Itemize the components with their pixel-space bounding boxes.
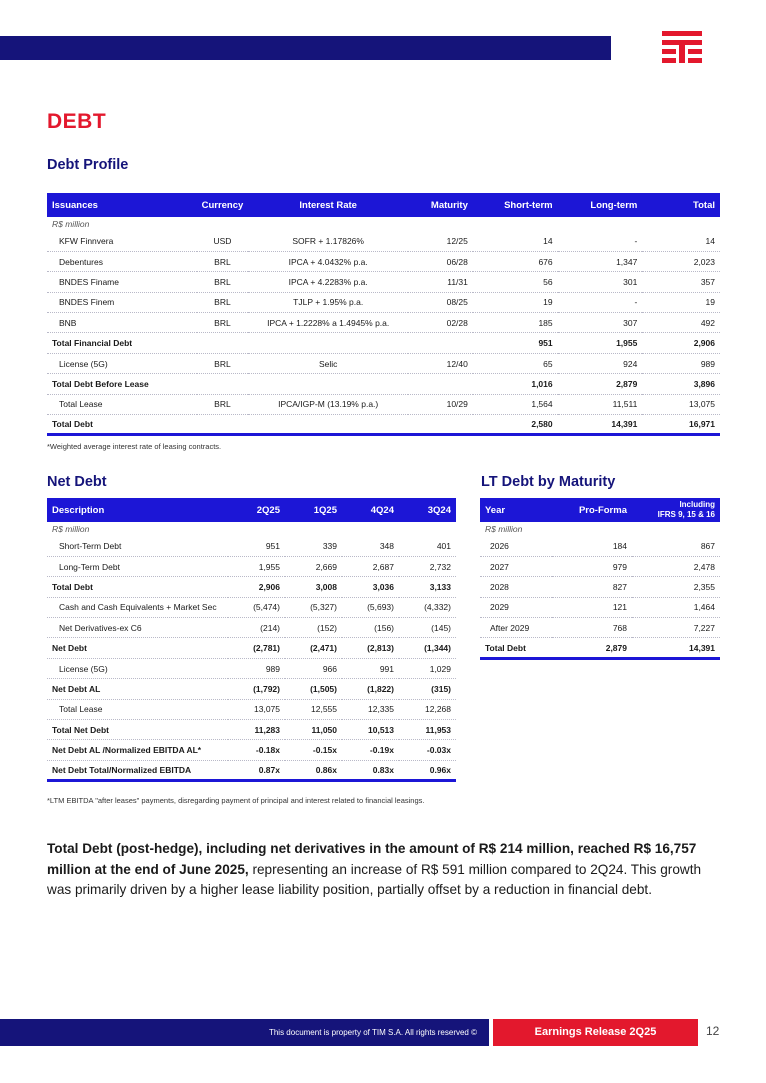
value-cell: 3,036	[342, 577, 399, 597]
col-year: Year	[480, 498, 552, 522]
col-long-term: Long-term	[558, 193, 643, 217]
value-cell: 991	[342, 658, 399, 678]
section-title: DEBT	[47, 110, 107, 133]
interest-rate-cell: SOFR + 1.17826%	[248, 231, 408, 251]
value-cell: 2,687	[342, 556, 399, 576]
value-cell: 2,732	[399, 556, 456, 576]
col-maturity: Maturity	[408, 193, 473, 217]
table-row	[47, 760, 456, 780]
year-cell: Total Debt	[480, 638, 552, 658]
row-label: Net Debt Total/Normalized EBITDA	[47, 760, 228, 780]
header-bar	[0, 36, 611, 60]
value-cell: 0.87x	[228, 760, 285, 780]
col-total: Total	[642, 193, 720, 217]
currency-cell: USD	[197, 231, 249, 251]
short-term-cell: 65	[473, 353, 558, 373]
long-term-cell: 14,391	[558, 415, 643, 435]
interest-rate-cell	[248, 415, 408, 435]
col-including-ifrs: Including IFRS 9, 15 & 16	[632, 498, 720, 522]
table-row	[47, 720, 456, 740]
row-label: BNB	[47, 313, 197, 333]
total-cell: 492	[642, 313, 720, 333]
unit-label: R$ million	[52, 219, 90, 229]
page-number: 12	[706, 1024, 720, 1038]
currency-cell: BRL	[197, 353, 249, 373]
value-cell: -0.15x	[285, 740, 342, 760]
value-cell: (1,344)	[399, 638, 456, 658]
summary-bold-text: Total Debt (post-hedge), including net derivatives in the amount of R$ 214 million, reached R$ 16,757 million at the end of June 2025,	[47, 841, 697, 877]
lt-debt-table	[480, 498, 720, 660]
ifrs-cell: 867	[632, 536, 720, 556]
table-row	[47, 292, 720, 312]
table-row	[47, 638, 456, 658]
pro-forma-cell: 184	[552, 536, 632, 556]
short-term-cell: 951	[473, 333, 558, 353]
row-label: Total Net Debt	[47, 720, 228, 740]
row-label: Net Debt AL	[47, 679, 228, 699]
value-cell: 13,075	[228, 699, 285, 719]
value-cell: (2,781)	[228, 638, 285, 658]
value-cell: (1,822)	[342, 679, 399, 699]
ifrs-cell: 1,464	[632, 597, 720, 617]
long-term-cell: -	[558, 231, 643, 251]
value-cell: 401	[399, 536, 456, 556]
short-term-cell: 19	[473, 292, 558, 312]
year-cell: 2029	[480, 597, 552, 617]
value-cell: (1,792)	[228, 679, 285, 699]
currency-cell: BRL	[197, 394, 249, 414]
long-term-cell: 2,879	[558, 374, 643, 394]
value-cell: 2,906	[228, 577, 285, 597]
value-cell: (156)	[342, 618, 399, 638]
net-debt-heading: Net Debt	[47, 474, 107, 490]
table-row	[480, 577, 720, 597]
col-3q24: 3Q24	[399, 498, 456, 522]
short-term-cell: 676	[473, 251, 558, 271]
maturity-cell: 06/28	[408, 251, 473, 271]
value-cell: 11,953	[399, 720, 456, 740]
col-interest-rate: Interest Rate	[248, 193, 408, 217]
currency-cell: BRL	[197, 272, 249, 292]
total-cell: 19	[642, 292, 720, 312]
table-row	[47, 679, 456, 699]
footer-copyright: This document is property of TIM S.A. All rights reserved ©	[268, 1028, 477, 1037]
value-cell: (152)	[285, 618, 342, 638]
value-cell: 1,029	[399, 658, 456, 678]
year-cell: 2028	[480, 577, 552, 597]
value-cell: -0.03x	[399, 740, 456, 760]
value-cell: (145)	[399, 618, 456, 638]
value-cell: 0.83x	[342, 760, 399, 780]
value-cell: (5,693)	[342, 597, 399, 617]
row-label: Long-Term Debt	[47, 556, 228, 576]
short-term-cell: 1,564	[473, 394, 558, 414]
value-cell: 11,050	[285, 720, 342, 740]
row-label: License (5G)	[47, 353, 197, 373]
long-term-cell: -	[558, 292, 643, 312]
row-label: Net Debt	[47, 638, 228, 658]
row-label: BNDES Finame	[47, 272, 197, 292]
pro-forma-cell: 121	[552, 597, 632, 617]
long-term-cell: 924	[558, 353, 643, 373]
table-row	[47, 353, 720, 373]
maturity-cell: 12/25	[408, 231, 473, 251]
table-row	[47, 536, 456, 556]
row-label: Total Debt	[47, 577, 228, 597]
currency-cell	[197, 374, 249, 394]
footer-label: Earnings Release 2Q25	[493, 1019, 698, 1046]
table-row	[47, 740, 456, 760]
col-pro-forma: Pro-Forma	[552, 498, 632, 522]
maturity-cell: 10/29	[408, 394, 473, 414]
row-label: Total Debt Before Lease	[47, 374, 197, 394]
value-cell: (2,471)	[285, 638, 342, 658]
table-row	[47, 231, 720, 251]
maturity-cell	[408, 333, 473, 353]
interest-rate-cell	[248, 333, 408, 353]
ifrs-cell: 14,391	[632, 638, 720, 658]
debt-profile-note: *Weighted average interest rate of leasing contracts.	[47, 442, 222, 451]
total-cell: 16,971	[642, 415, 720, 435]
maturity-cell	[408, 374, 473, 394]
value-cell: (315)	[399, 679, 456, 699]
maturity-cell: 08/25	[408, 292, 473, 312]
value-cell: 2,669	[285, 556, 342, 576]
value-cell: 0.86x	[285, 760, 342, 780]
table-row	[47, 597, 456, 617]
long-term-cell: 11,511	[558, 394, 643, 414]
ifrs-cell: 7,227	[632, 618, 720, 638]
total-cell: 3,896	[642, 374, 720, 394]
interest-rate-cell: IPCA + 4.0432% p.a.	[248, 251, 408, 271]
tim-logo-icon	[662, 31, 702, 63]
interest-rate-cell: IPCA + 4.2283% p.a.	[248, 272, 408, 292]
currency-cell: BRL	[197, 251, 249, 271]
table-row	[47, 658, 456, 678]
interest-rate-cell: IPCA/IGP-M (13.19% p.a.)	[248, 394, 408, 414]
row-label: Total Debt	[47, 415, 197, 435]
currency-cell	[197, 415, 249, 435]
interest-rate-cell: IPCA + 1.2228% a 1.4945% p.a.	[248, 313, 408, 333]
value-cell: 339	[285, 536, 342, 556]
table-row	[480, 618, 720, 638]
short-term-cell: 56	[473, 272, 558, 292]
value-cell: (5,327)	[285, 597, 342, 617]
value-cell: -0.19x	[342, 740, 399, 760]
table-row	[47, 272, 720, 292]
net-debt-note: *LTM EBITDA "after leases" payments, disregarding payment of principal and interest related to financial leasings.	[47, 796, 425, 805]
pro-forma-cell: 2,879	[552, 638, 632, 658]
net-debt-table	[47, 498, 456, 782]
row-label: Net Derivatives-ex C6	[47, 618, 228, 638]
row-label: Net Debt AL /Normalized EBITDA AL*	[47, 740, 228, 760]
row-label: Short-Term Debt	[47, 536, 228, 556]
row-label: License (5G)	[47, 658, 228, 678]
currency-cell: BRL	[197, 292, 249, 312]
col-currency: Currency	[197, 193, 249, 217]
row-label: Debentures	[47, 251, 197, 271]
value-cell: 0.96x	[399, 760, 456, 780]
value-cell: 966	[285, 658, 342, 678]
total-cell: 2,023	[642, 251, 720, 271]
row-label: Total Financial Debt	[47, 333, 197, 353]
col-1q25: 1Q25	[285, 498, 342, 522]
col-issuances: Issuances	[47, 193, 197, 217]
table-row	[47, 374, 720, 394]
value-cell: 3,133	[399, 577, 456, 597]
short-term-cell: 1,016	[473, 374, 558, 394]
short-term-cell: 2,580	[473, 415, 558, 435]
maturity-cell: 02/28	[408, 313, 473, 333]
value-cell: 10,513	[342, 720, 399, 740]
table-row	[47, 394, 720, 414]
row-label: KFW Finnvera	[47, 231, 197, 251]
currency-cell: BRL	[197, 313, 249, 333]
table-row	[47, 556, 456, 576]
value-cell: (1,505)	[285, 679, 342, 699]
table-row	[47, 415, 720, 435]
table-row	[480, 597, 720, 617]
row-label: Total Lease	[47, 699, 228, 719]
value-cell: (214)	[228, 618, 285, 638]
long-term-cell: 307	[558, 313, 643, 333]
interest-rate-cell: Selic	[248, 353, 408, 373]
col-4q24: 4Q24	[342, 498, 399, 522]
value-cell: -0.18x	[228, 740, 285, 760]
long-term-cell: 1,347	[558, 251, 643, 271]
table-row	[47, 313, 720, 333]
total-cell: 14	[642, 231, 720, 251]
value-cell: 989	[228, 658, 285, 678]
maturity-cell: 12/40	[408, 353, 473, 373]
ifrs-cell: 2,355	[632, 577, 720, 597]
table-row	[47, 251, 720, 271]
value-cell: 3,008	[285, 577, 342, 597]
total-cell: 2,906	[642, 333, 720, 353]
row-label: BNDES Finem	[47, 292, 197, 312]
debt-profile-table	[47, 193, 720, 436]
value-cell: 12,268	[399, 699, 456, 719]
table-row	[480, 536, 720, 556]
summary-regular-text: representing an increase of R$ 591 million compared to 2Q24. This growth was primarily driven by a higher lease liability position, partially offset by a reduction in financial debt.	[47, 861, 702, 897]
year-cell: 2027	[480, 556, 552, 576]
summary-paragraph	[47, 839, 723, 901]
short-term-cell: 185	[473, 313, 558, 333]
value-cell: 12,555	[285, 699, 342, 719]
unit-label: R$ million	[485, 524, 523, 534]
interest-rate-cell: TJLP + 1.95% p.a.	[248, 292, 408, 312]
row-label: Total Lease	[47, 394, 197, 414]
value-cell: 348	[342, 536, 399, 556]
table-row	[480, 556, 720, 576]
pro-forma-cell: 768	[552, 618, 632, 638]
pro-forma-cell: 827	[552, 577, 632, 597]
value-cell: 951	[228, 536, 285, 556]
currency-cell	[197, 333, 249, 353]
row-label: Cash and Cash Equivalents + Market Sec	[47, 597, 228, 617]
total-cell: 13,075	[642, 394, 720, 414]
maturity-cell: 11/31	[408, 272, 473, 292]
table-row	[47, 577, 456, 597]
table-row	[47, 333, 720, 353]
col-2q25: 2Q25	[228, 498, 285, 522]
maturity-cell	[408, 415, 473, 435]
value-cell: 12,335	[342, 699, 399, 719]
value-cell: 1,955	[228, 556, 285, 576]
value-cell: 11,283	[228, 720, 285, 740]
total-cell: 989	[642, 353, 720, 373]
unit-label: R$ million	[52, 524, 90, 534]
table-row	[47, 699, 456, 719]
value-cell: (5,474)	[228, 597, 285, 617]
value-cell: (2,813)	[342, 638, 399, 658]
long-term-cell: 1,955	[558, 333, 643, 353]
table-row	[480, 638, 720, 658]
long-term-cell: 301	[558, 272, 643, 292]
short-term-cell: 14	[473, 231, 558, 251]
total-cell: 357	[642, 272, 720, 292]
year-cell: After 2029	[480, 618, 552, 638]
ifrs-cell: 2,478	[632, 556, 720, 576]
col-short-term: Short-term	[473, 193, 558, 217]
col-description: Description	[47, 498, 228, 522]
year-cell: 2026	[480, 536, 552, 556]
pro-forma-cell: 979	[552, 556, 632, 576]
table-row	[47, 618, 456, 638]
lt-debt-heading: LT Debt by Maturity	[481, 474, 616, 490]
interest-rate-cell	[248, 374, 408, 394]
debt-profile-heading: Debt Profile	[47, 157, 129, 173]
value-cell: (4,332)	[399, 597, 456, 617]
